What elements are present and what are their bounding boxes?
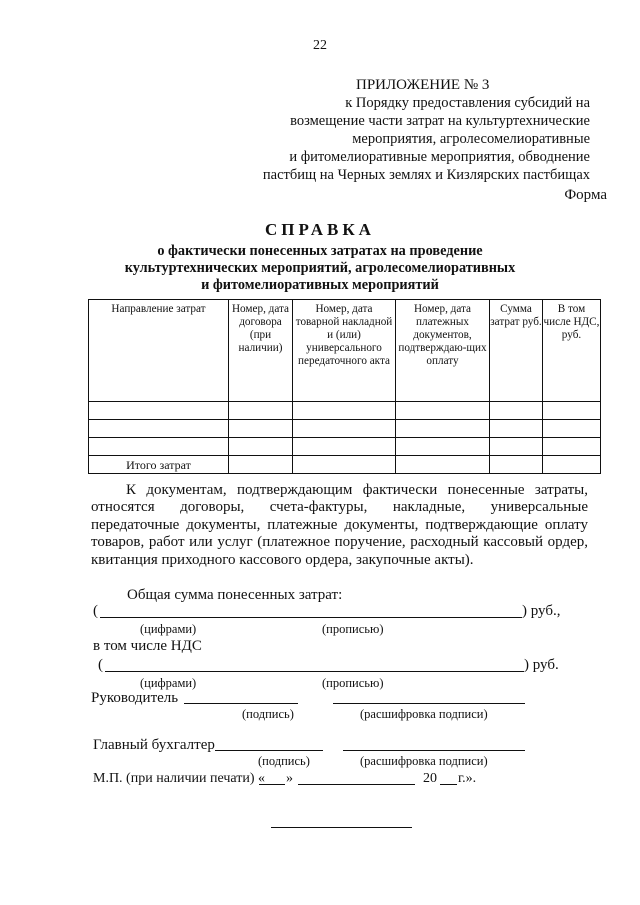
table-cell[interactable] [229,456,293,474]
appendix-line: к Порядку предоставления субсидий на [345,95,590,111]
table-header-row [89,300,601,402]
total-sum-label: Общая сумма понесенных затрат: [127,587,343,603]
caption-words: (прописью) [322,676,384,690]
document-subtitle [60,243,580,294]
table-cell[interactable] [229,402,293,420]
vat-label: в том числе НДС [93,638,202,654]
col-header-vat: В том числе НДС, руб. [543,300,601,402]
table-cell[interactable] [293,420,396,438]
table-cell[interactable] [89,438,229,456]
caption-signature: (подпись) [258,754,310,768]
table-cell[interactable] [396,402,490,420]
accountant-label: Главный бухгалтер [93,737,215,753]
table-total-row [89,456,601,474]
amount-vat-field[interactable] [105,671,524,672]
accountant-signature-field[interactable] [215,750,323,751]
table-cell[interactable] [293,438,396,456]
table-cell[interactable] [490,438,543,456]
stamp-year: 20 [423,771,437,786]
table-cell[interactable] [293,402,396,420]
caption-digits: (цифрами) [140,622,197,636]
table-cell[interactable] [293,456,396,474]
table-cell[interactable] [490,402,543,420]
table-cell[interactable] [396,438,490,456]
caption-digits: (цифрами) [140,676,197,690]
caption-signature: (подпись) [242,707,294,721]
appendix-title: ПРИЛОЖЕНИЕ № 3 [356,77,490,93]
col-header-payment: Номер, дата платежных документов, подтверждаю-щих оплату [396,300,490,402]
document-title: СПРАВКА [265,220,375,239]
table-cell[interactable] [543,402,601,420]
col-header-invoice: Номер, дата товарной накладной и (или) универсального передаточного акта [293,300,396,402]
subtitle-line: культуртехнических мероприятий, агролесомелиоративных [124,260,516,276]
table-cell[interactable] [89,420,229,438]
open-paren: ( [98,657,103,673]
page-number: 22 [313,38,327,53]
day-field[interactable] [259,784,285,785]
caption-decoding: (расшифровка подписи) [360,754,488,768]
table-row [89,438,601,456]
year-field[interactable] [440,784,457,785]
appendix-line: пастбищ на Черных землях и Кизлярских пастбищах [262,167,590,183]
appendix-line: возмещение части затрат на культуртехнические [290,113,590,129]
col-header-sum: Сумма затрат руб. [490,300,543,402]
total-label: Итого затрат [89,456,229,474]
appendix-line: мероприятия, агролесомелиоративные [352,131,590,147]
form-label: Форма [564,187,607,203]
stamp-suffix: г.». [458,771,477,786]
head-signature-field[interactable] [184,703,298,704]
table-cell[interactable] [229,438,293,456]
col-header-direction: Направление затрат [89,300,229,402]
head-label: Руководитель [91,690,179,706]
rub-suffix: ) руб. [524,657,559,673]
subtitle-line: о фактически понесенных затратах на проведение [157,243,483,259]
col-header-contract: Номер, дата договора (при наличии) [229,300,293,402]
accountant-decoding-field[interactable] [343,750,525,751]
rub-suffix: ) руб., [522,603,561,619]
open-paren: ( [93,603,98,619]
subtitle-line: и фитомелиоративных мероприятий [201,277,439,293]
stamp-quote-close: » [286,771,293,786]
month-field[interactable] [298,784,415,785]
table-cell[interactable] [229,420,293,438]
table-cell[interactable] [396,456,490,474]
stamp-prefix: М.П. (при наличии печати) « [93,771,266,786]
table-row [89,420,601,438]
table-row [89,402,601,420]
costs-table [88,299,601,474]
table-cell[interactable] [396,420,490,438]
table-cell[interactable] [490,456,543,474]
table-cell[interactable] [490,420,543,438]
table-cell[interactable] [89,402,229,420]
caption-decoding: (расшифровка подписи) [360,707,488,721]
head-decoding-field[interactable] [333,703,525,704]
caption-words: (прописью) [322,622,384,636]
appendix-block [220,76,590,184]
table-cell[interactable] [543,420,601,438]
appendix-line: и фитомелиоративные мероприятия, обводнение [289,149,590,165]
table-cell[interactable] [543,438,601,456]
amount-total-field[interactable] [100,617,522,618]
table-cell[interactable] [543,456,601,474]
documents-paragraph: К документам, подтверждающим фактически понесенные затраты, относятся договоры, счета-фактуры, накладные, универсальные передаточные документы, платежные документы, подтверждающие оплату товаров, работ или услуг (платежное поручение, расходный кассовый ордер, квитанция приходного кассового ордера, закупочные акты). [91,482,588,568]
bottom-divider [271,827,412,828]
